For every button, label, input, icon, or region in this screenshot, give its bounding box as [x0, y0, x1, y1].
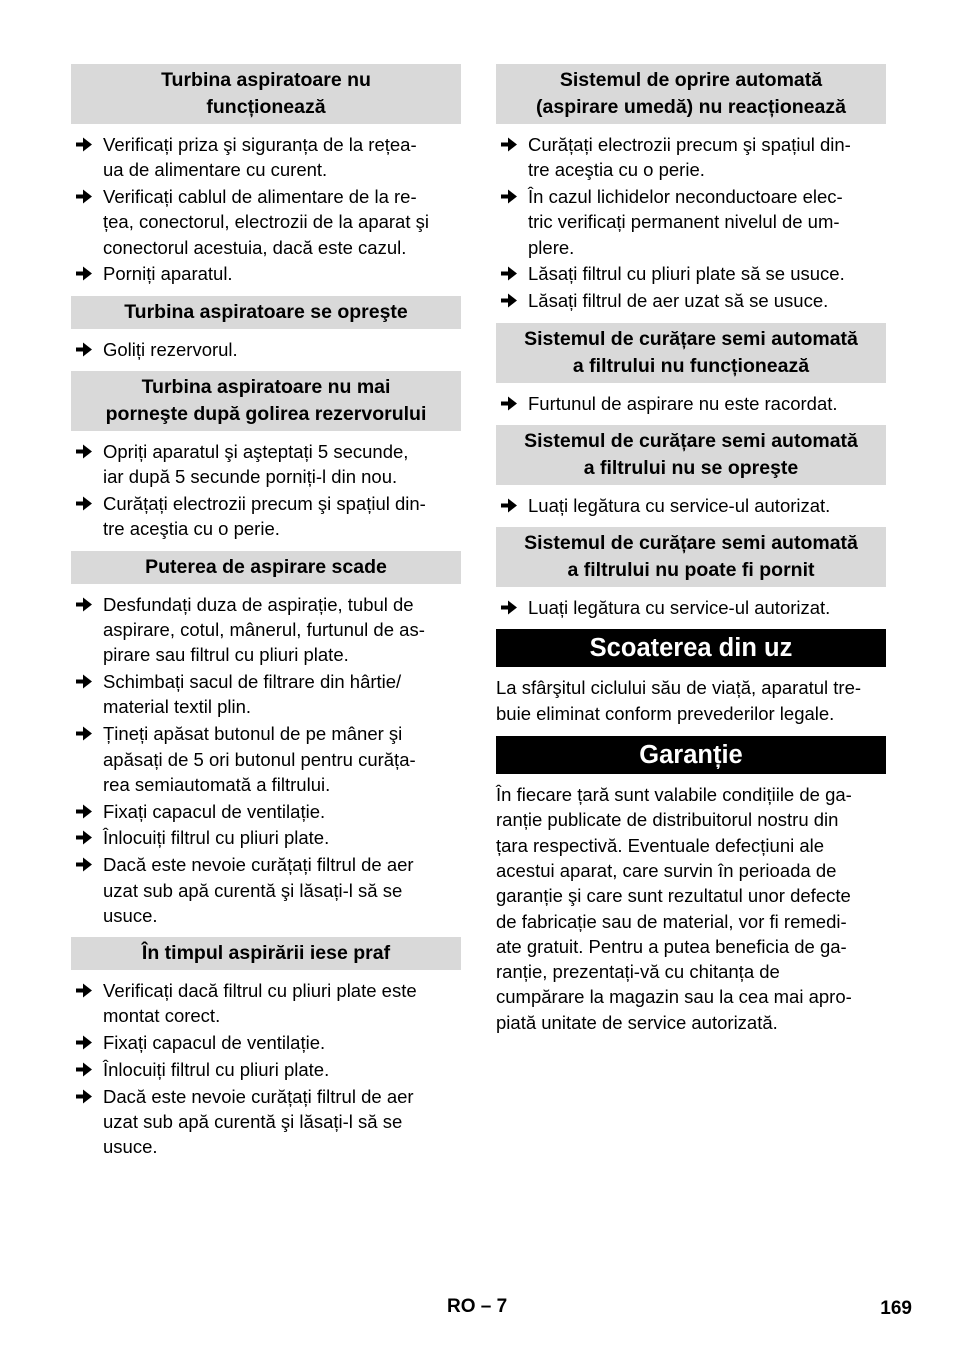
- list-item: Țineți apăsat butonul de pe mâner şi apăsați de 5 ori butonul pentru curăța- rea semiautomată a filtrului.: [71, 721, 461, 797]
- arrow-right-icon: [500, 265, 518, 282]
- section-title: Scoaterea din uz: [496, 629, 886, 667]
- arrow-right-icon: [75, 982, 93, 999]
- section-turbine-stops: [71, 296, 461, 362]
- arrow-right-icon: [75, 188, 93, 205]
- section-filter-clean-not-working: [496, 323, 886, 416]
- arrow-right-icon: [500, 497, 518, 514]
- arrow-right-icon: [500, 136, 518, 153]
- arrow-right-icon: [75, 803, 93, 820]
- list-item: Dacă este nevoie curățați filtrul de aer uzat sub apă curentă şi lăsați-l să se usuce.: [71, 852, 461, 928]
- section-heading: Puterea de aspirare scade: [71, 551, 461, 584]
- section-decommissioning: [496, 629, 886, 726]
- list-item: Lăsați filtrul cu pliuri plate să se usuce.: [496, 261, 886, 286]
- list-item: Porniți aparatul.: [71, 261, 461, 286]
- remedy-list: [71, 978, 461, 1160]
- section-heading: Sistemul de oprire automată (aspirare umedă) nu reacționează: [496, 64, 886, 124]
- section-heading: Turbina aspiratoare nu mai porneşte după golirea rezervorului: [71, 371, 461, 431]
- arrow-right-icon: [75, 673, 93, 690]
- section-filter-clean-cannot-start: [496, 527, 886, 620]
- section-title: Garanție: [496, 736, 886, 774]
- remedy-list: [71, 439, 461, 542]
- section-heading: Sistemul de curățare semi automată a filtrului nu se opreşte: [496, 425, 886, 485]
- list-item: Verificați priza şi siguranța de la rețea- ua de alimentare cu curent.: [71, 132, 461, 183]
- section-heading: Turbina aspiratoare se opreşte: [71, 296, 461, 329]
- section-heading: Sistemul de curățare semi automată a filtrului nu poate fi pornit: [496, 527, 886, 587]
- arrow-right-icon: [75, 341, 93, 358]
- list-item: Opriți aparatul şi aşteptați 5 secunde, iar după 5 secunde porniți-l din nou.: [71, 439, 461, 490]
- arrow-right-icon: [75, 136, 93, 153]
- list-item: Dacă este nevoie curățați filtrul de aer uzat sub apă curentă şi lăsați-l să se usuce.: [71, 1084, 461, 1160]
- arrow-right-icon: [75, 1061, 93, 1078]
- section-suction-power-drops: [71, 551, 461, 928]
- section-heading: Turbina aspiratoare nu funcționează: [71, 64, 461, 124]
- list-item: Schimbați sacul de filtrare din hârtie/ material textil plin.: [71, 669, 461, 720]
- list-item: Fixați capacul de ventilație.: [71, 799, 461, 824]
- remedy-list: [71, 592, 461, 928]
- section-auto-shutoff: [496, 64, 886, 314]
- list-item: Luați legătura cu service-ul autorizat.: [496, 493, 886, 518]
- list-item: Verificați cablul de alimentare de la re- țea, conectorul, electrozii de la aparat şi conectorul acestuia, dacă este cazul.: [71, 184, 461, 260]
- arrow-right-icon: [500, 188, 518, 205]
- section-filter-clean-not-stopping: [496, 425, 886, 518]
- arrow-right-icon: [75, 443, 93, 460]
- list-item: Verificați dacă filtrul cu pliuri plate este montat corect.: [71, 978, 461, 1029]
- footer-section-label: RO – 7: [447, 1296, 508, 1317]
- arrow-right-icon: [500, 599, 518, 616]
- list-item: Înlocuiți filtrul cu pliuri plate.: [71, 825, 461, 850]
- arrow-right-icon: [75, 1088, 93, 1105]
- section-turbine-not-working: [71, 64, 461, 287]
- list-item: Furtunul de aspirare nu este racordat.: [496, 391, 886, 416]
- arrow-right-icon: [75, 265, 93, 282]
- list-item: Fixați capacul de ventilație.: [71, 1030, 461, 1055]
- arrow-right-icon: [75, 725, 93, 742]
- arrow-right-icon: [75, 829, 93, 846]
- section-dust-escapes: [71, 937, 461, 1160]
- remedy-list: [496, 493, 886, 518]
- list-item: Curățați electrozii precum şi spațiul din- tre aceştia cu o perie.: [496, 132, 886, 183]
- list-item: Înlocuiți filtrul cu pliuri plate.: [71, 1057, 461, 1082]
- remedy-list: [71, 132, 461, 287]
- list-item: Luați legătura cu service-ul autorizat.: [496, 595, 886, 620]
- remedy-list: [496, 595, 886, 620]
- left-column: [71, 64, 461, 1169]
- list-item: Curățați electrozii precum şi spațiul din- tre aceştia cu o perie.: [71, 491, 461, 542]
- arrow-right-icon: [500, 292, 518, 309]
- paragraph: La sfârşitul ciclului său de viață, aparatul tre- buie eliminat conform prevederilor legale.: [496, 677, 862, 724]
- remedy-list: [496, 132, 886, 314]
- list-item: Lăsați filtrul de aer uzat să se usuce.: [496, 288, 886, 313]
- arrow-right-icon: [75, 596, 93, 613]
- remedy-list: [496, 391, 886, 416]
- remedy-list: [71, 337, 461, 362]
- arrow-right-icon: [75, 1034, 93, 1051]
- list-item: În cazul lichidelor neconductoare elec- tric verificați permanent nivelul de um- plere.: [496, 184, 886, 260]
- list-item: Desfundați duza de aspirație, tubul de aspirare, cotul, mânerul, furtunul de as- pirare sau filtrul cu pliuri plate.: [71, 592, 461, 668]
- page-number: 169: [880, 1298, 912, 1319]
- arrow-right-icon: [500, 395, 518, 412]
- section-heading: În timpul aspirării iese praf: [71, 937, 461, 970]
- right-column: [496, 64, 886, 1045]
- section-turbine-no-restart: [71, 371, 461, 542]
- arrow-right-icon: [75, 856, 93, 873]
- list-item: Goliți rezervorul.: [71, 337, 461, 362]
- paragraph: În fiecare țară sunt valabile condițiile de ga- ranție publicate de distribuitorul nostru din țara respectivă. Eventuale defecțiuni ale acestui aparat, care survin în perioada de garanție şi care sunt rezultatul unor defecte de fabricație sau de material, vor fi remedi- ate gratuit. Pentru a putea beneficia de ga- ranție, prezentați-vă cu chitanța de cumpărare la magazin sau la cea mai apro- piată unitate de service autorizată.: [496, 784, 852, 1033]
- section-heading: Sistemul de curățare semi automată a filtrului nu funcționează: [496, 323, 886, 383]
- section-warranty: [496, 736, 886, 1035]
- arrow-right-icon: [75, 495, 93, 512]
